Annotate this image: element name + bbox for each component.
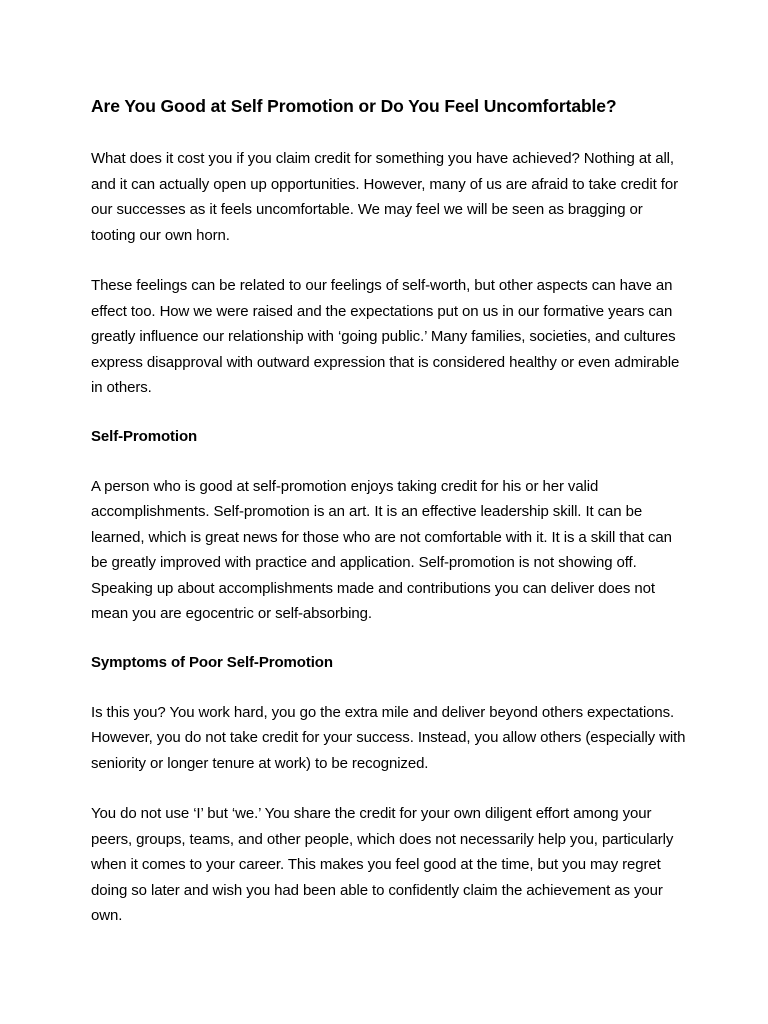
document-body [91, 94, 691, 954]
document-title: Are You Good at Self Promotion or Do You Feel Uncomfortable? [91, 96, 617, 116]
paragraph-self-promotion: A person who is good at self-promotion enjoys taking credit for his or her valid accomplishments. Self-promotion is an art. It is an effective leadership skill. It can be learned, which is great news for those who are not comfortable with it. It is a skill that can be greatly improved with practice and application. Self-promotion is not showing off. Speaking up about accomplishments made and contributions you can deliver does not mean you are egocentric or self-absorbing. [91, 477, 672, 622]
paragraph-is-this-you: Is this you? You work hard, you go the extra mile and deliver beyond others expectations. However, you do not take credit for your success. Instead, you allow others (especially with seniority or longer tenure at work) to be recognized. [91, 703, 686, 772]
paragraph-intro: What does it cost you if you claim credit for something you have achieved? Nothing at all, and it can actually open up opportunities. However, many of us are afraid to take credit for our successes as it feels uncomfortable. We may feel we will be seen as bragging or tooting our own horn. [91, 150, 678, 244]
section-heading-self-promotion: Self-Promotion [91, 427, 198, 445]
paragraph-i-not-we: You do not use ‘I’ but ‘we.’ You share the credit for your own diligent effort among your peers, groups, teams, and other people, which does not necessarily help you, particularly when it comes to your career. This makes you feel good at the time, but you may regret doing so later and wish you had been able to confidently claim the achievement as your own. [91, 805, 674, 924]
paragraph-feelings: These feelings can be related to our feelings of self-worth, but other aspects can have an effect too. How we were raised and the expectations put on us in our formative years can greatly influence our relationship with ‘going public.’ Many families, societies, and cultures express disapproval with outward expression that is considered healthy or even admirable in others. [91, 277, 680, 396]
section-heading-symptoms: Symptoms of Poor Self-Promotion [91, 653, 333, 671]
